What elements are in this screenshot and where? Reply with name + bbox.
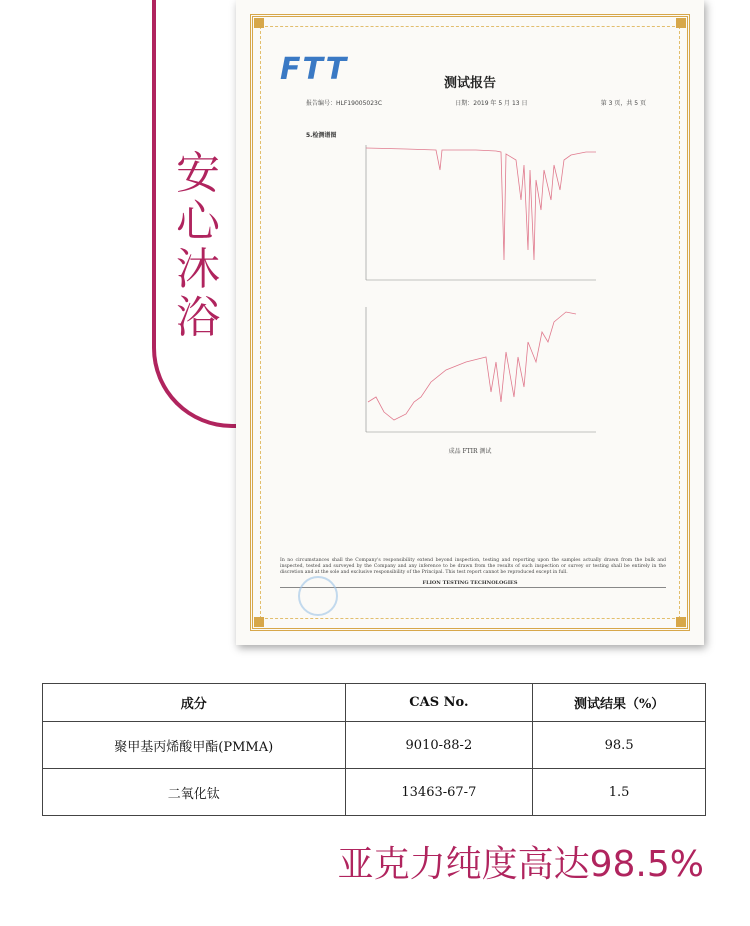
company-name: FLION TESTING TECHNOLOGIES xyxy=(422,580,518,586)
table-cell: 聚甲基丙烯酸甲酯(PMMA) xyxy=(43,722,346,769)
side-title-char: 沐 xyxy=(176,244,220,295)
table-cell: 1.5 xyxy=(533,769,706,816)
report-number: 报告编号：HLF19005023C xyxy=(306,100,383,107)
test-report-certificate xyxy=(236,0,704,645)
ftir-spectrum-reference xyxy=(346,140,606,290)
spectrum-caption: 成品 FTIR 测试 xyxy=(448,448,492,455)
composition-table xyxy=(42,683,706,816)
table-row xyxy=(43,769,706,816)
side-title-char: 浴 xyxy=(176,292,220,343)
ftt-logo: FTT xyxy=(280,52,349,87)
report-date: 日期：2019 年 5 月 13 日 xyxy=(455,100,528,107)
side-title xyxy=(168,150,228,342)
table-row xyxy=(43,722,706,769)
corner-ornament xyxy=(254,617,264,627)
side-title-char: 心 xyxy=(176,196,220,247)
section-label: 5.检测谱图 xyxy=(306,132,337,139)
report-page: 第 3 页，共 5 页 xyxy=(600,100,646,107)
corner-ornament xyxy=(676,18,686,28)
table-header: CAS No. xyxy=(345,684,533,722)
table-cell: 13463-67-7 xyxy=(345,769,533,816)
table-header: 测试结果（%） xyxy=(533,684,706,722)
side-title-char: 安 xyxy=(176,148,220,199)
table-cell: 9010-88-2 xyxy=(345,722,533,769)
divider xyxy=(280,587,666,588)
table-cell: 98.5 xyxy=(533,722,706,769)
purity-headline: 亚克力纯度高达98.5% xyxy=(337,844,704,885)
table-cell: 二氧化钛 xyxy=(43,769,346,816)
table-header-row xyxy=(43,684,706,722)
corner-ornament xyxy=(254,18,264,28)
ftir-spectrum-product xyxy=(346,302,606,442)
report-title: 测试报告 xyxy=(443,76,496,91)
table-header: 成分 xyxy=(43,684,346,722)
corner-ornament xyxy=(676,617,686,627)
disclaimer-text: In no circumstances shall the Company's responsibility extend beyond inspection, testing and reporting upon the samples actually drawn from the bulk and inspected, tested and surveyed by the Company and any inference to be drawn from the results of such inspection or survey or testing shall be entirely in the discretion and at the sole and exclusive responsibility of the Principal. This test report cannot be reproduced except in full. xyxy=(280,558,666,575)
report-meta xyxy=(306,98,646,107)
company-seal xyxy=(298,576,338,616)
